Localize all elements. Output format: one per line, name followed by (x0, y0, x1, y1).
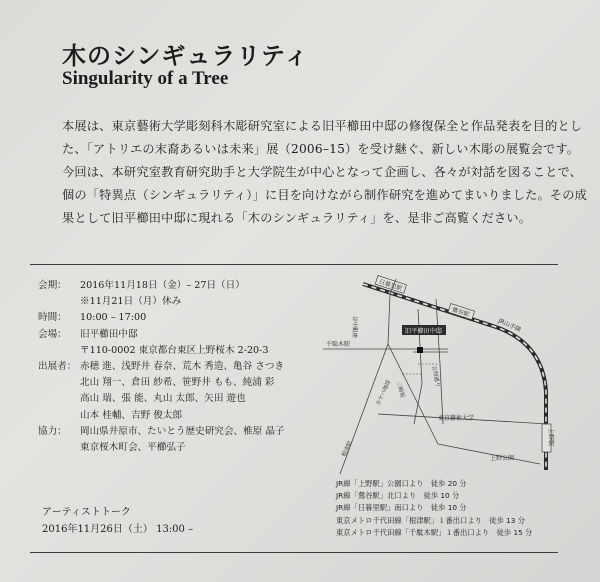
access-line: JR線「上野駅」公園口より 徒歩 20 分 (336, 479, 467, 488)
intro-line: た、「アトリエの末裔あるいは未来」展（2006–15）を受け継ぐ、新しい木彫の展覧会です。 (62, 142, 580, 156)
intro-line: 果として旧平櫛田中邸に現れる「木のシンギュラリティ」を、是非ご高覧ください。 (62, 211, 532, 225)
park-label: 上野公園 (490, 455, 515, 462)
intro-paragraph (62, 115, 588, 230)
exhibition-subtitle: Singularity of a Tree (62, 68, 229, 89)
exhibition-title: 木のシンギュラリティ (62, 41, 309, 70)
intro-line: 今回は、本研究室教育研究助手と大学院生が中心となって企画し、各々が対話を図ることで、 (62, 165, 583, 179)
access-line: JR線「日暮里駅」南口より 徒歩 10 分 (336, 503, 467, 513)
divider-bottom (30, 552, 558, 553)
address-row (38, 343, 285, 359)
artist-talk-label: アーティストトーク (42, 507, 131, 518)
divider-top (30, 264, 558, 265)
station-ueno-label: 上野駅 (547, 428, 554, 447)
intro-line: 本展は、東京藝術大学彫刻科木彫研究室による旧平櫛田中邸の修復保全と作品発表を目的とし (62, 119, 583, 133)
access-map (318, 274, 568, 474)
closed-value: ※11月21日（月）休み (80, 296, 182, 308)
access-line: 東京メトロ千代田線「根津駅」１番出口より 徒歩 13 分 (336, 515, 526, 525)
road-kototoi-label: 言問通り (430, 365, 441, 388)
road-yanaka-label: 谷中銀座 (351, 316, 357, 339)
artists-line: 山本 桂輔、吉野 俊太郎 (80, 409, 183, 421)
station-sendagi-label: 千駄木駅 (326, 341, 351, 348)
artists-label: 出展者： (38, 361, 77, 373)
artists-line: 赤穂 進、浅野井 春奈、荒木 秀造、亀谷 さつき (80, 361, 285, 373)
artists-row (38, 408, 285, 424)
access-line: JR線「鶯谷駅」北口より 徒歩 10 分 (336, 491, 460, 501)
cooperation-line: 岡山県井原市、たいとう歴史研究会、椎原 晶子 (80, 425, 285, 437)
period-row (38, 278, 285, 294)
venue-label: 会場： (38, 328, 67, 340)
time-row (38, 310, 285, 326)
artists-row (38, 375, 285, 391)
time-value: 10:00 – 17:00 (80, 312, 147, 324)
university-label: 東京藝術大学 (438, 415, 475, 422)
artists-line: 高山 瑞、張 能、丸山 太郎、矢田 遊也 (80, 393, 246, 405)
artist-talk (42, 504, 193, 538)
venue-value: 旧平櫛田中邸 (80, 328, 138, 340)
period-value: 2016年11月18日（金）– 27日（日） (80, 280, 245, 291)
access-directions (336, 478, 532, 539)
cooperation-line: 東京桜木町会、平櫛弘子 (80, 442, 186, 454)
period-label: 会期： (38, 280, 67, 291)
artists-line: 北山 翔一、倉田 紗希、笹野井 もも、純浦 彩 (80, 377, 275, 389)
station-nippori-label: 日暮里駅 (378, 278, 404, 293)
cooperation-label: 協力： (38, 425, 67, 437)
artists-row (38, 391, 285, 407)
cooperation-row (38, 424, 285, 440)
access-line: 東京メトロ千代田線「千駄木駅」１番出口より 徒歩 15 分 (336, 527, 533, 537)
road-nezu-label: 根津駅 (341, 440, 354, 458)
exhibition-info (38, 278, 285, 456)
address-value: 〒110-0002 東京都台東区上野桜木 2-20-3 (80, 344, 269, 356)
artist-talk-date: 2016年11月26日（土） 13:00 – (42, 524, 194, 535)
venue-marker-label: 旧平櫛田中邸 (405, 328, 443, 335)
road-kappa-label: カヤバ珈琲 (375, 379, 393, 407)
intro-line: 個の「特異点（シンギュラリティ）」に目を向けながら制作研究を進めてまいりました。その成 (62, 188, 588, 202)
artists-row (38, 359, 285, 375)
venue-marker (417, 347, 423, 353)
road-sansaki-label: 三崎坂 (395, 380, 406, 399)
venue-row (38, 327, 285, 343)
time-label: 時間： (38, 312, 67, 324)
closed-row (38, 294, 285, 310)
cooperation-row (38, 440, 285, 456)
station-uguisudani-label: 鶯谷駅 (450, 306, 471, 319)
jr-yamanote-label: JR山手線 (497, 317, 522, 334)
